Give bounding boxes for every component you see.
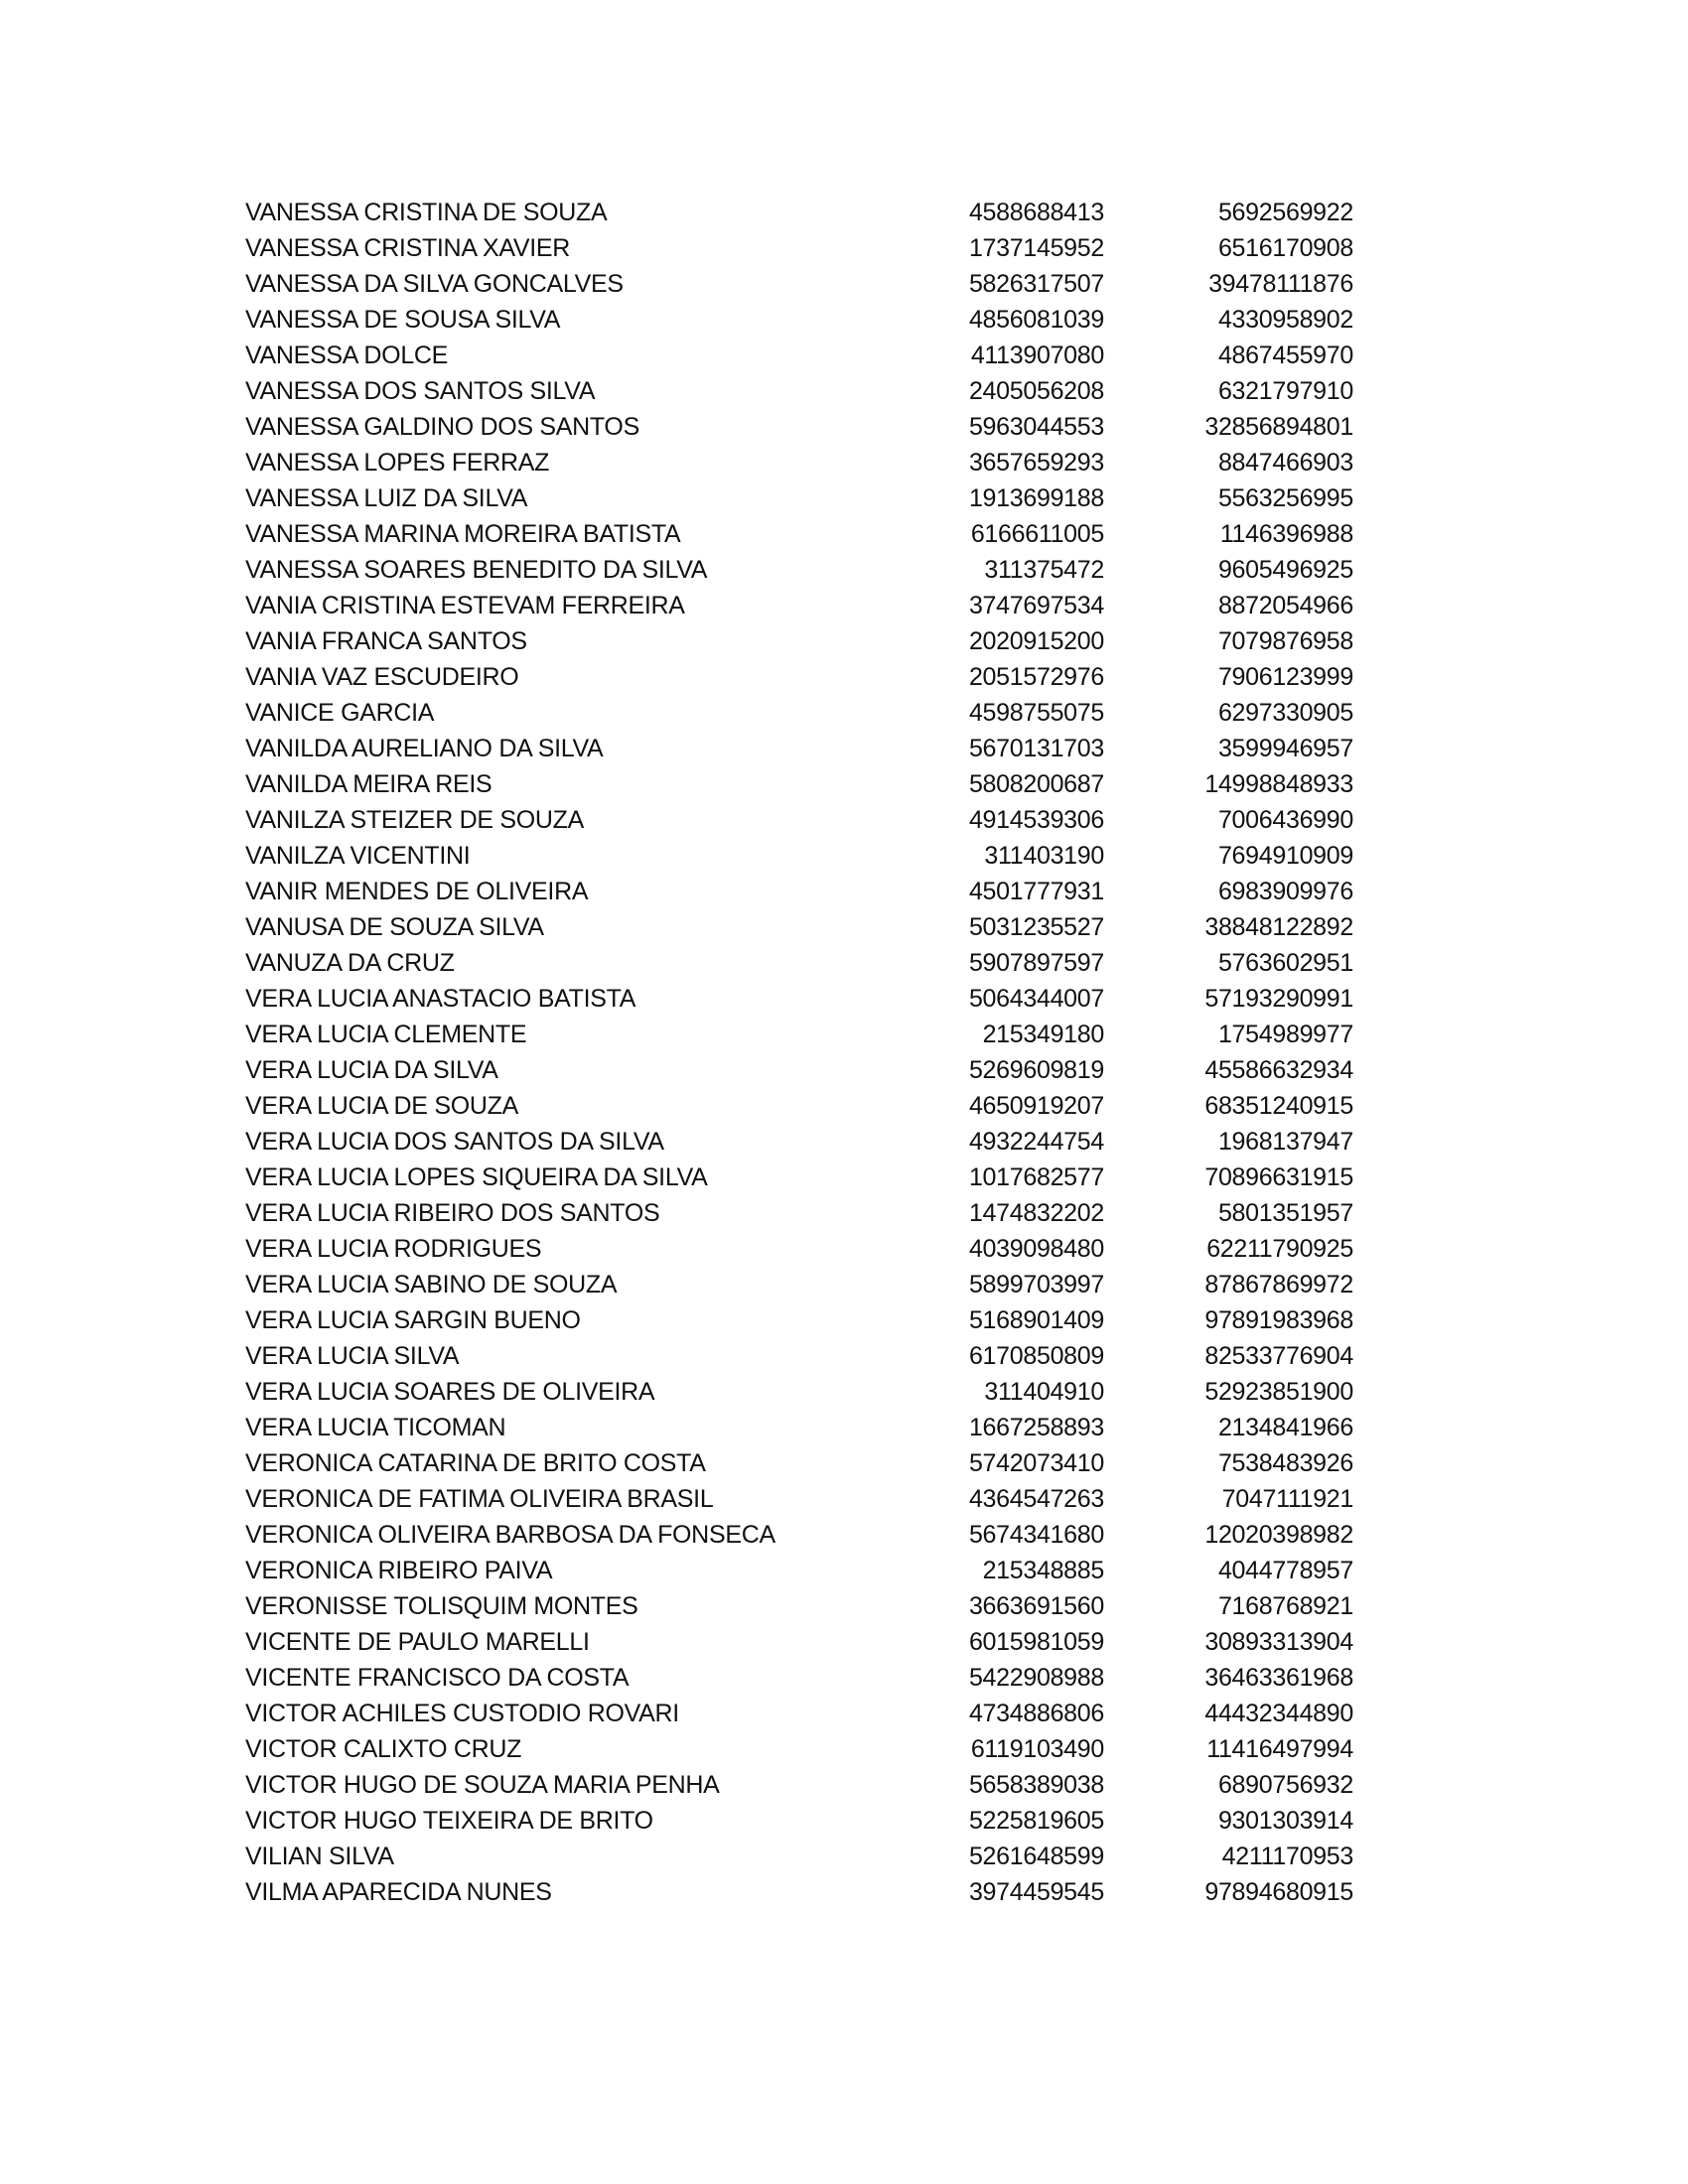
table-row xyxy=(245,766,1353,802)
person-name: VANILDA MEIRA REIS xyxy=(245,770,492,798)
person-name: VANIA FRANCA SANTOS xyxy=(245,627,527,655)
person-name: VANESSA LOPES FERRAZ xyxy=(245,449,550,477)
person-name: VILMA APARECIDA NUNES xyxy=(245,1878,552,1906)
id-number-1: 311403190 xyxy=(984,842,1104,870)
id-number-2: 2134841966 xyxy=(1217,1414,1353,1441)
person-name: VERA LUCIA SILVA xyxy=(245,1342,460,1370)
id-number-1: 3657659293 xyxy=(968,449,1104,477)
person-name: VANICE GARCIA xyxy=(245,699,435,727)
table-row xyxy=(245,588,1353,623)
table-row xyxy=(245,1302,1353,1338)
id-number-2: 30893313904 xyxy=(1204,1628,1353,1656)
person-name: VANIA CRISTINA ESTEVAM FERREIRA xyxy=(245,592,685,619)
id-number-2: 38848122892 xyxy=(1204,913,1353,941)
id-number-1: 5168901409 xyxy=(968,1306,1104,1334)
person-name: VANESSA LUIZ DA SILVA xyxy=(245,484,528,512)
table-row xyxy=(245,731,1353,766)
table-row xyxy=(245,1195,1353,1231)
id-number-2: 5763602951 xyxy=(1217,949,1353,977)
table-row xyxy=(245,623,1353,659)
table-row xyxy=(245,302,1353,338)
table-row xyxy=(245,659,1353,695)
id-number-1: 1474832202 xyxy=(968,1199,1104,1227)
table-row xyxy=(245,1088,1353,1124)
table-row xyxy=(245,338,1353,373)
person-name: VERA LUCIA TICOMAN xyxy=(245,1414,506,1441)
id-number-2: 5801351957 xyxy=(1217,1199,1353,1227)
person-name: VANUSA DE SOUZA SILVA xyxy=(245,913,544,941)
id-number-2: 4330958902 xyxy=(1217,306,1353,334)
id-number-1: 6119103490 xyxy=(970,1735,1104,1763)
id-number-1: 311404910 xyxy=(984,1378,1104,1406)
person-name: VANILZA STEIZER DE SOUZA xyxy=(245,806,585,834)
id-number-2: 4044778957 xyxy=(1217,1557,1353,1584)
id-number-2: 82533776904 xyxy=(1204,1342,1353,1370)
id-number-2: 97891983968 xyxy=(1204,1306,1353,1334)
person-name: VICENTE FRANCISCO DA COSTA xyxy=(245,1664,630,1692)
person-name: VERA LUCIA CLEMENTE xyxy=(245,1021,527,1048)
table-row xyxy=(245,230,1353,266)
person-name: VERA LUCIA DA SILVA xyxy=(245,1056,498,1084)
id-number-1: 4650919207 xyxy=(968,1092,1104,1120)
table-row xyxy=(245,1374,1353,1410)
person-name: VICTOR ACHILES CUSTODIO ROVARI xyxy=(245,1700,679,1727)
person-name: VICTOR HUGO DE SOUZA MARIA PENHA xyxy=(245,1771,720,1799)
id-number-2: 5563256995 xyxy=(1217,484,1353,512)
id-number-1: 4501777931 xyxy=(968,878,1104,905)
table-row xyxy=(245,1588,1353,1624)
id-number-2: 7006436990 xyxy=(1217,806,1353,834)
person-name: VERONICA RIBEIRO PAIVA xyxy=(245,1557,553,1584)
id-number-2: 1968137947 xyxy=(1217,1128,1353,1156)
id-number-1: 5064344007 xyxy=(968,985,1104,1013)
table-row xyxy=(245,1052,1353,1088)
person-name: VICENTE DE PAULO MARELLI xyxy=(245,1628,590,1656)
id-number-1: 4598755075 xyxy=(968,699,1104,727)
person-name: VANIA VAZ ESCUDEIRO xyxy=(245,663,519,691)
table-row xyxy=(245,1267,1353,1302)
person-name: VERA LUCIA DOS SANTOS DA SILVA xyxy=(245,1128,664,1156)
person-name: VANESSA MARINA MOREIRA BATISTA xyxy=(245,520,681,548)
id-number-1: 1667258893 xyxy=(968,1414,1104,1441)
id-number-1: 6015981059 xyxy=(968,1628,1104,1656)
id-number-1: 4113907080 xyxy=(970,341,1104,369)
table-row xyxy=(245,480,1353,516)
table-row xyxy=(245,1124,1353,1160)
person-name: VERONICA DE FATIMA OLIVEIRA BRASIL xyxy=(245,1485,714,1513)
person-name: VERA LUCIA ANASTACIO BATISTA xyxy=(245,985,636,1013)
id-number-1: 5225819605 xyxy=(968,1807,1104,1835)
id-number-2: 9301303914 xyxy=(1217,1807,1353,1835)
table-row xyxy=(245,1445,1353,1481)
person-name: VERONICA OLIVEIRA BARBOSA DA FONSECA xyxy=(245,1521,775,1549)
person-name: VILIAN SILVA xyxy=(245,1843,394,1870)
id-number-2: 1754989977 xyxy=(1217,1021,1353,1048)
id-number-1: 5261648599 xyxy=(968,1843,1104,1870)
id-number-2: 7047111921 xyxy=(1221,1485,1353,1513)
table-row xyxy=(245,1874,1353,1910)
id-number-2: 6890756932 xyxy=(1217,1771,1353,1799)
person-name: VANESSA DOS SANTOS SILVA xyxy=(245,377,596,405)
id-number-2: 6516170908 xyxy=(1217,234,1353,262)
id-number-2: 32856894801 xyxy=(1204,413,1353,441)
person-name: VICTOR CALIXTO CRUZ xyxy=(245,1735,522,1763)
table-row xyxy=(245,874,1353,909)
id-number-2: 3599946957 xyxy=(1217,735,1353,762)
id-number-2: 4211170953 xyxy=(1221,1843,1353,1870)
id-number-1: 4039098480 xyxy=(968,1235,1104,1263)
id-number-2: 5692569922 xyxy=(1217,199,1353,226)
id-number-2: 7079876958 xyxy=(1217,627,1353,655)
person-name: VANESSA CRISTINA DE SOUZA xyxy=(245,199,608,226)
table-row xyxy=(245,1517,1353,1553)
id-number-2: 44432344890 xyxy=(1204,1700,1353,1727)
id-number-2: 6983909976 xyxy=(1217,878,1353,905)
person-name: VANILDA AURELIANO DA SILVA xyxy=(245,735,604,762)
id-number-1: 1913699188 xyxy=(968,484,1104,512)
id-number-1: 5899703997 xyxy=(968,1271,1104,1298)
id-number-2: 4867455970 xyxy=(1217,341,1353,369)
id-number-1: 5670131703 xyxy=(968,735,1104,762)
table-row xyxy=(245,516,1353,552)
table-row xyxy=(245,1696,1353,1731)
table-row xyxy=(245,1410,1353,1445)
table-row xyxy=(245,1660,1353,1696)
person-name: VERA LUCIA DE SOUZA xyxy=(245,1092,518,1120)
id-number-2: 12020398982 xyxy=(1204,1521,1353,1549)
id-number-1: 4588688413 xyxy=(968,199,1104,226)
person-name: VANESSA DE SOUSA SILVA xyxy=(245,306,561,334)
id-number-2: 7906123999 xyxy=(1217,663,1353,691)
person-name: VERONISSE TOLISQUIM MONTES xyxy=(245,1592,638,1620)
table-row xyxy=(245,945,1353,981)
id-number-2: 68351240915 xyxy=(1204,1092,1353,1120)
id-number-2: 8847466903 xyxy=(1217,449,1353,477)
table-row xyxy=(245,1767,1353,1803)
id-number-2: 97894680915 xyxy=(1204,1878,1353,1906)
id-number-1: 5907897597 xyxy=(968,949,1104,977)
table-row xyxy=(245,1160,1353,1195)
id-number-2: 52923851900 xyxy=(1204,1378,1353,1406)
id-number-2: 6321797910 xyxy=(1217,377,1353,405)
person-name: VERONICA CATARINA DE BRITO COSTA xyxy=(245,1449,706,1477)
id-number-2: 62211790925 xyxy=(1206,1235,1353,1263)
id-number-1: 4932244754 xyxy=(968,1128,1104,1156)
id-number-1: 3974459545 xyxy=(968,1878,1104,1906)
id-number-2: 8872054966 xyxy=(1217,592,1353,619)
id-number-1: 1737145952 xyxy=(968,234,1104,262)
id-number-2: 45586632934 xyxy=(1204,1056,1353,1084)
id-number-1: 215348885 xyxy=(982,1557,1104,1584)
id-number-1: 5031235527 xyxy=(968,913,1104,941)
person-name: VERA LUCIA RIBEIRO DOS SANTOS xyxy=(245,1199,660,1227)
table-row xyxy=(245,838,1353,874)
id-number-1: 2051572976 xyxy=(968,663,1104,691)
id-number-1: 6170850809 xyxy=(968,1342,1104,1370)
id-number-1: 5658389038 xyxy=(968,1771,1104,1799)
id-number-1: 2020915200 xyxy=(968,627,1104,655)
id-number-2: 11416497994 xyxy=(1206,1735,1353,1763)
person-name: VANILZA VICENTINI xyxy=(245,842,471,870)
table-row xyxy=(245,266,1353,302)
id-number-2: 7168768921 xyxy=(1217,1592,1353,1620)
id-number-1: 1017682577 xyxy=(968,1163,1104,1191)
id-number-1: 3663691560 xyxy=(968,1592,1104,1620)
id-number-1: 311375472 xyxy=(984,556,1104,584)
table-row xyxy=(245,195,1353,230)
id-number-1: 4914539306 xyxy=(968,806,1104,834)
id-number-2: 57193290991 xyxy=(1204,985,1353,1013)
person-name: VANESSA GALDINO DOS SANTOS xyxy=(245,413,639,441)
id-number-2: 14998848933 xyxy=(1204,770,1353,798)
table-row xyxy=(245,1624,1353,1660)
person-name: VERA LUCIA RODRIGUES xyxy=(245,1235,542,1263)
id-number-1: 5808200687 xyxy=(968,770,1104,798)
id-number-2: 7538483926 xyxy=(1217,1449,1353,1477)
table-row xyxy=(245,373,1353,409)
id-number-2: 36463361968 xyxy=(1204,1664,1353,1692)
records-table xyxy=(245,195,1353,1910)
table-row xyxy=(245,981,1353,1017)
table-row xyxy=(245,802,1353,838)
person-name: VICTOR HUGO TEIXEIRA DE BRITO xyxy=(245,1807,653,1835)
id-number-2: 39478111876 xyxy=(1208,270,1353,298)
table-row xyxy=(245,552,1353,588)
person-name: VANESSA DOLCE xyxy=(245,341,449,369)
id-number-1: 6166611005 xyxy=(970,520,1104,548)
id-number-1: 5674341680 xyxy=(968,1521,1104,1549)
id-number-1: 5963044553 xyxy=(968,413,1104,441)
id-number-1: 2405056208 xyxy=(968,377,1104,405)
table-row xyxy=(245,1553,1353,1588)
id-number-1: 4856081039 xyxy=(968,306,1104,334)
person-name: VERA LUCIA SARGIN BUENO xyxy=(245,1306,581,1334)
id-number-1: 5422908988 xyxy=(968,1664,1104,1692)
table-row xyxy=(245,1839,1353,1874)
id-number-1: 3747697534 xyxy=(968,592,1104,619)
id-number-2: 87867869972 xyxy=(1204,1271,1353,1298)
table-row xyxy=(245,1231,1353,1267)
person-name: VANESSA SOARES BENEDITO DA SILVA xyxy=(245,556,708,584)
id-number-1: 4734886806 xyxy=(968,1700,1104,1727)
person-name: VANUZA DA CRUZ xyxy=(245,949,455,977)
id-number-1: 215349180 xyxy=(982,1021,1104,1048)
person-name: VANIR MENDES DE OLIVEIRA xyxy=(245,878,589,905)
person-name: VERA LUCIA SOARES DE OLIVEIRA xyxy=(245,1378,655,1406)
id-number-2: 6297330905 xyxy=(1217,699,1353,727)
id-number-2: 1146396988 xyxy=(1219,520,1353,548)
id-number-1: 5742073410 xyxy=(968,1449,1104,1477)
table-row xyxy=(245,1481,1353,1517)
table-row xyxy=(245,1803,1353,1839)
person-name: VERA LUCIA LOPES SIQUEIRA DA SILVA xyxy=(245,1163,708,1191)
table-row xyxy=(245,445,1353,480)
id-number-2: 9605496925 xyxy=(1217,556,1353,584)
id-number-2: 70896631915 xyxy=(1204,1163,1353,1191)
person-name: VANESSA CRISTINA XAVIER xyxy=(245,234,570,262)
table-row xyxy=(245,909,1353,945)
person-name: VANESSA DA SILVA GONCALVES xyxy=(245,270,624,298)
table-row xyxy=(245,1731,1353,1767)
table-row xyxy=(245,1017,1353,1052)
id-number-1: 4364547263 xyxy=(968,1485,1104,1513)
table-row xyxy=(245,409,1353,445)
table-row xyxy=(245,1338,1353,1374)
id-number-1: 5826317507 xyxy=(968,270,1104,298)
id-number-2: 7694910909 xyxy=(1217,842,1353,870)
table-row xyxy=(245,695,1353,731)
person-name: VERA LUCIA SABINO DE SOUZA xyxy=(245,1271,618,1298)
id-number-1: 5269609819 xyxy=(968,1056,1104,1084)
